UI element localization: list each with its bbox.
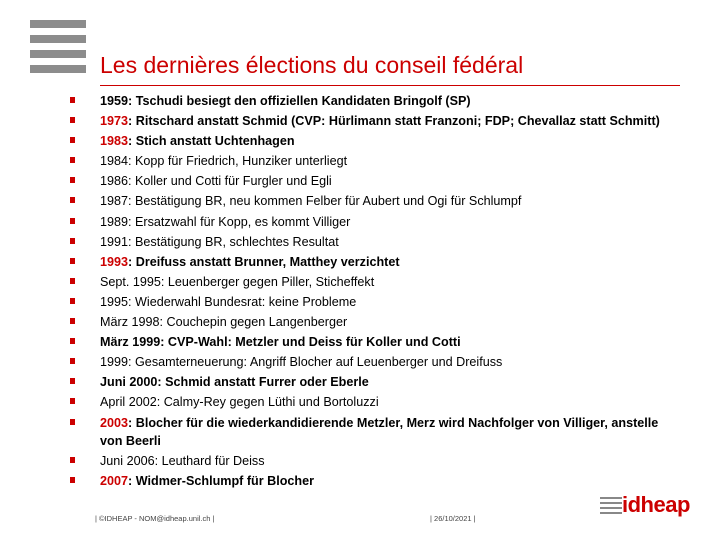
list-item (70, 213, 670, 231)
item-text: Juni 2006: Leuthard für Deiss (100, 453, 265, 468)
bullet-icon (70, 177, 75, 183)
list-item (70, 333, 670, 351)
item-text: Juni 2000: Schmid anstatt Furrer oder Eberle (100, 375, 369, 390)
item-text: : Dreifuss anstatt Brunner, Matthey verzichtet (128, 254, 400, 269)
list-item (70, 452, 670, 470)
bullet-icon (70, 338, 75, 344)
list-item (70, 472, 670, 490)
item-text: April 2002: Calmy-Rey gegen Lüthi und Bortoluzzi (100, 395, 379, 410)
item-text: 1986: Koller und Cotti für Furgler und Egli (100, 174, 332, 189)
list-item (70, 373, 670, 391)
bullet-icon (70, 477, 75, 483)
item-text: 1999: Gesamterneuerung: Angriff Blocher auf Leuenberger und Dreifuss (100, 355, 503, 370)
item-text: März 1998: Couchepin gegen Langenberger (100, 315, 348, 330)
item-text: 1987: Bestätigung BR, neu kommen Felber für Aubert und Ogi für Schlumpf (100, 194, 522, 209)
item-text: : Widmer-Schlumpf für Blocher (128, 473, 315, 488)
item-year: 1973 (100, 114, 129, 129)
list-item (70, 132, 670, 150)
list-item (70, 293, 670, 311)
list-item (70, 92, 670, 110)
brand-name: idheap (622, 492, 690, 517)
item-text: : Blocher für die wiederkandidierende Metzler, Merz wird Nachfolger von Villiger, anstelle von Beerli (100, 415, 659, 448)
item-text: : Stich anstatt Uchtenhagen (128, 134, 295, 149)
bullet-icon (70, 358, 75, 364)
footer-date: | 26/10/2021 | (430, 514, 476, 523)
item-text: : Ritschard anstatt Schmid (CVP: Hürlimann statt Franzoni; FDP; Chevallaz statt Schmitt) (128, 114, 660, 129)
slide-title: Les dernières élections du conseil fédéral (100, 52, 524, 78)
bullet-icon (70, 278, 75, 284)
idheap-logo (600, 492, 700, 522)
item-year: 1983 (100, 134, 129, 149)
item-text: Sept. 1995: Leuenberger gegen Piller, Sticheffekt (100, 274, 375, 289)
brand-lines-icon (600, 497, 622, 517)
bullet-icon (70, 419, 75, 425)
bullet-icon (70, 398, 75, 404)
item-text: 1991: Bestätigung BR, schlechtes Resultat (100, 234, 339, 249)
item-year: 2007 (100, 473, 129, 488)
bullet-icon (70, 97, 75, 103)
bullet-icon (70, 318, 75, 324)
list-item (70, 152, 670, 170)
item-text: 1959: Tschudi besiegt den offiziellen Kandidaten Bringolf (SP) (100, 94, 471, 108)
logo-bars-icon (30, 20, 86, 80)
bullet-icon (70, 218, 75, 224)
list-item (70, 112, 670, 130)
item-text: 1989: Ersatzwahl für Kopp, es kommt Villiger (100, 214, 351, 229)
bullet-icon (70, 137, 75, 143)
bullet-icon (70, 298, 75, 304)
list-item (70, 273, 670, 291)
item-text: 1984: Kopp für Friedrich, Hunziker unterliegt (100, 154, 348, 169)
bullet-icon (70, 238, 75, 244)
bullet-icon (70, 157, 75, 163)
list-item (70, 233, 670, 251)
list-item (70, 172, 670, 190)
item-year: 1993 (100, 254, 129, 269)
footer-copyright: | ©IDHEAP - NOM@idheap.unil.ch | (95, 514, 215, 523)
item-year: 2003 (100, 415, 129, 430)
bullet-icon (70, 197, 75, 203)
list-item (70, 253, 670, 271)
bullet-icon (70, 378, 75, 384)
list-item (70, 414, 670, 450)
list-item (70, 192, 670, 210)
item-text: März 1999: CVP-Wahl: Metzler und Deiss für Koller und Cotti (100, 335, 461, 350)
election-list (70, 92, 670, 492)
title-underline (100, 85, 680, 86)
list-item (70, 353, 670, 371)
bullet-icon (70, 117, 75, 123)
item-text: 1995: Wiederwahl Bundesrat: keine Probleme (100, 294, 357, 309)
bullet-icon (70, 258, 75, 264)
bullet-icon (70, 457, 75, 463)
list-item (70, 313, 670, 331)
list-item (70, 393, 670, 411)
